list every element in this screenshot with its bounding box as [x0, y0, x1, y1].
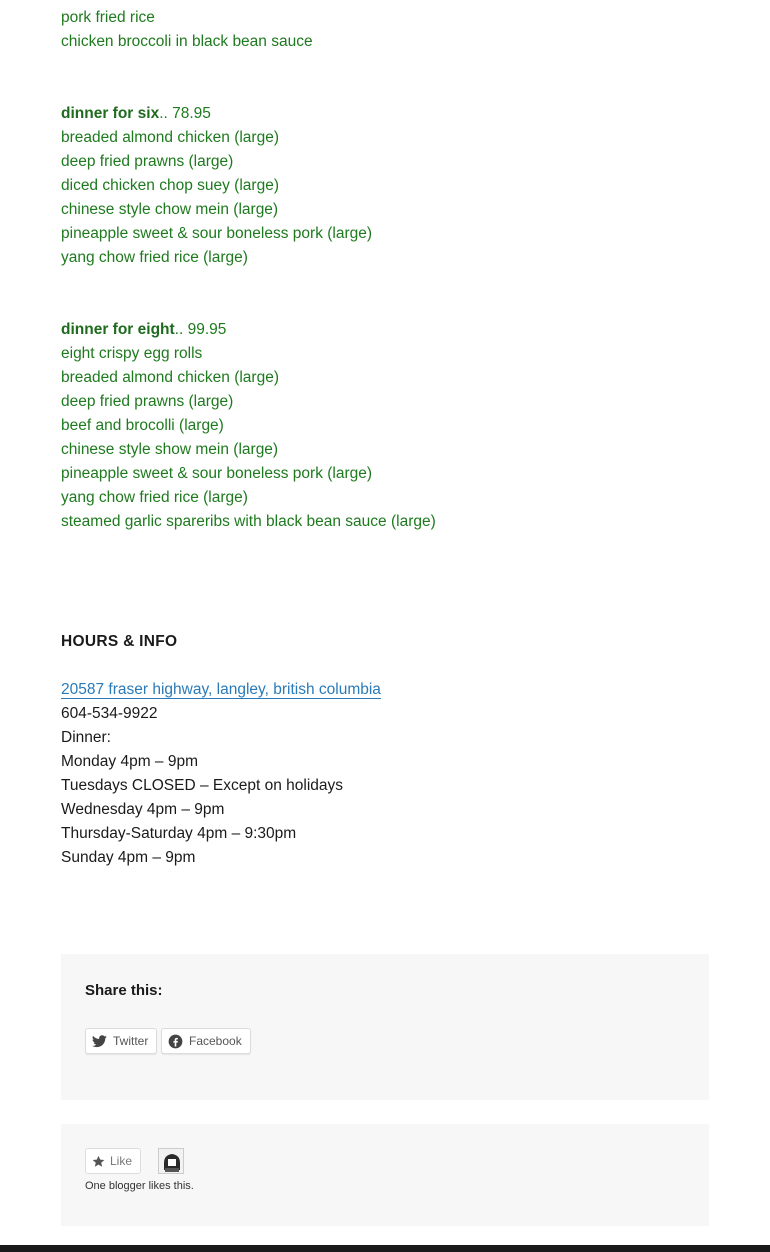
menu-item: pineapple sweet & sour boneless pork (large) [61, 225, 373, 242]
menu-item: beef and brocolli (large) [61, 417, 224, 434]
hours-row: Monday 4pm – 9pm [61, 753, 198, 770]
address-line [61, 678, 381, 702]
footer-bar [0, 1245, 770, 1252]
menu-item: eight crispy egg rolls [61, 345, 203, 362]
menu-item: chicken broccoli in black bean sauce [61, 33, 313, 50]
hours-row: Tuesdays CLOSED – Except on holidays [61, 777, 344, 794]
menu-item: deep fried prawns (large) [61, 393, 234, 410]
star-icon [92, 1155, 105, 1168]
menu-item: steamed garlic spareribs with black bean sauce (large) [61, 513, 436, 530]
blogger-avatar-icon [159, 1149, 184, 1174]
phone-number: 604-534-9922 [61, 705, 158, 722]
share-title: Share this: [85, 982, 163, 999]
menu-item: chinese style show mein (large) [61, 441, 279, 458]
avatar[interactable] [158, 1148, 184, 1174]
menu-item: yang chow fried rice (large) [61, 249, 248, 266]
menu-item: diced chicken chop suey (large) [61, 177, 279, 194]
dinner-label: Dinner: [61, 729, 111, 746]
dinner-eight-price: .. 99.95 [174, 321, 227, 338]
menu-item: breaded almond chicken (large) [61, 369, 279, 386]
like-label: Like [110, 1154, 133, 1168]
likes-count-text: One blogger likes this. [85, 1180, 194, 1192]
facebook-label: Facebook [189, 1034, 242, 1048]
facebook-icon [168, 1034, 183, 1049]
twitter-label: Twitter [113, 1034, 149, 1048]
dinner-six-price: .. 78.95 [159, 105, 211, 122]
menu-item: pineapple sweet & sour boneless pork (large) [61, 465, 373, 482]
dinner-six-title: dinner for six [61, 105, 160, 122]
likes-panel [61, 1124, 709, 1226]
menu-item: deep fried prawns (large) [61, 153, 234, 170]
dinner-six-heading [61, 102, 211, 126]
hours-heading: HOURS & INFO [61, 633, 178, 650]
hours-row: Wednesday 4pm – 9pm [61, 801, 225, 818]
dinner-eight-title: dinner for eight [61, 321, 175, 338]
hours-row: Sunday 4pm – 9pm [61, 849, 196, 866]
facebook-share-button[interactable] [161, 1028, 251, 1054]
twitter-icon [92, 1035, 107, 1048]
like-button[interactable] [85, 1148, 141, 1174]
menu-item: pork fried rice [61, 9, 155, 26]
menu-item: breaded almond chicken (large) [61, 129, 279, 146]
address-link[interactable]: 20587 fraser highway, langley, british columbia [61, 681, 381, 698]
dinner-eight-heading [61, 318, 226, 342]
menu-item: chinese style chow mein (large) [61, 201, 279, 218]
hours-row: Thursday-Saturday 4pm – 9:30pm [61, 825, 297, 842]
twitter-share-button[interactable] [85, 1028, 157, 1054]
menu-item: yang chow fried rice (large) [61, 489, 248, 506]
share-panel [61, 954, 709, 1100]
